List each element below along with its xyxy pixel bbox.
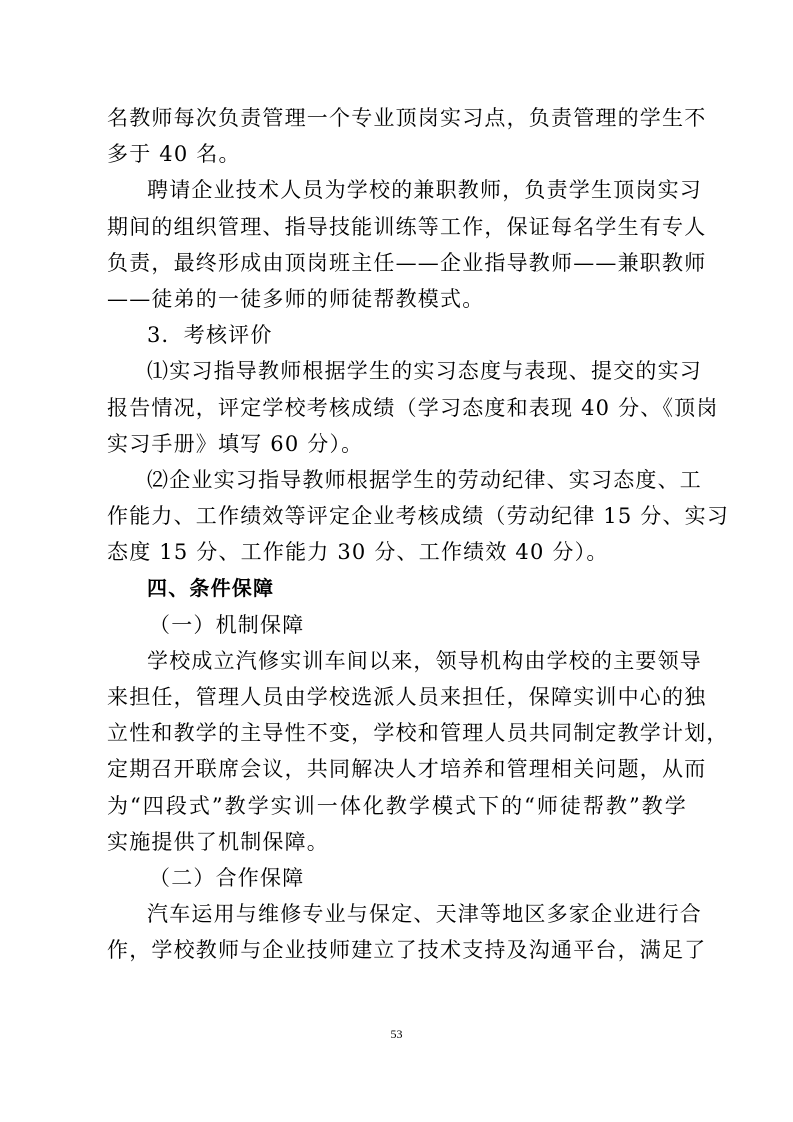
- paragraph-line: 期间的组织管理、指导技能训练等工作，保证每名学生有专人: [107, 214, 707, 239]
- paragraph-line: 为“四段式”教学实训一体化教学模式下的“师徒帮教”教学: [107, 793, 687, 818]
- paragraph-line: 汽车运用与维修专业与保定、天津等地区多家企业进行合: [147, 902, 702, 927]
- paragraph-line: 聘请企业技术人员为学校的兼职教师，负责学生顶岗实习: [147, 178, 702, 203]
- paragraph-line: 名教师每次负责管理一个专业顶岗实习点，负责管理的学生不: [107, 106, 707, 130]
- paragraph-line: ⑵企业实习指导教师根据学生的劳动纪律、实习态度、工: [147, 467, 702, 492]
- paragraph-line: 学校成立汽修实训车间以来，领导机构由学校的主要领导: [147, 648, 702, 673]
- paragraph-line: 来担任，管理人员由学校选派人员来担任，保障实训中心的独: [107, 685, 707, 709]
- paragraph-line: 报告情况，评定学校考核成绩（学习态度和表现 40 分、《顶岗: [107, 395, 719, 420]
- paragraph-line: 作，学校教师与企业技师建立了技术支持及沟通平台，满足了: [107, 938, 707, 963]
- document-body: [107, 100, 730, 969]
- paragraph-line: 立性和教学的主导性不变，学校和管理人员共同制定教学计划，: [107, 721, 729, 746]
- page-number: 53: [390, 1027, 403, 1041]
- paragraph-line: 实施提供了机制保障。: [107, 829, 329, 854]
- subsection-heading: 3．考核评价: [147, 323, 273, 348]
- paragraph-line: ——徒弟的一徒多师的师徒帮教模式。: [107, 286, 485, 311]
- subsection-heading: （一）机制保障: [149, 612, 305, 637]
- paragraph-line: 作能力、工作绩效等评定企业考核成绩（劳动纪律 15 分、实习: [107, 504, 730, 529]
- section-heading: 四、条件保障: [147, 576, 275, 601]
- paragraph-line: 负责，最终形成由顶岗班主任——企业指导教师——兼职教师: [107, 250, 707, 275]
- subsection-heading: （二）合作保障: [149, 865, 305, 890]
- paragraph-line: 态度 15 分、工作能力 30 分、工作绩效 40 分）。: [107, 540, 609, 565]
- paragraph-line: 实习手册》填写 60 分）。: [107, 431, 364, 456]
- paragraph-line: ⑴实习指导教师根据学生的实习态度与表现、提交的实习: [147, 359, 702, 384]
- paragraph-line: 定期召开联席会议，共同解决人才培养和管理相关问题，从而: [107, 757, 707, 782]
- paragraph-line: 多于 40 名。: [107, 142, 241, 167]
